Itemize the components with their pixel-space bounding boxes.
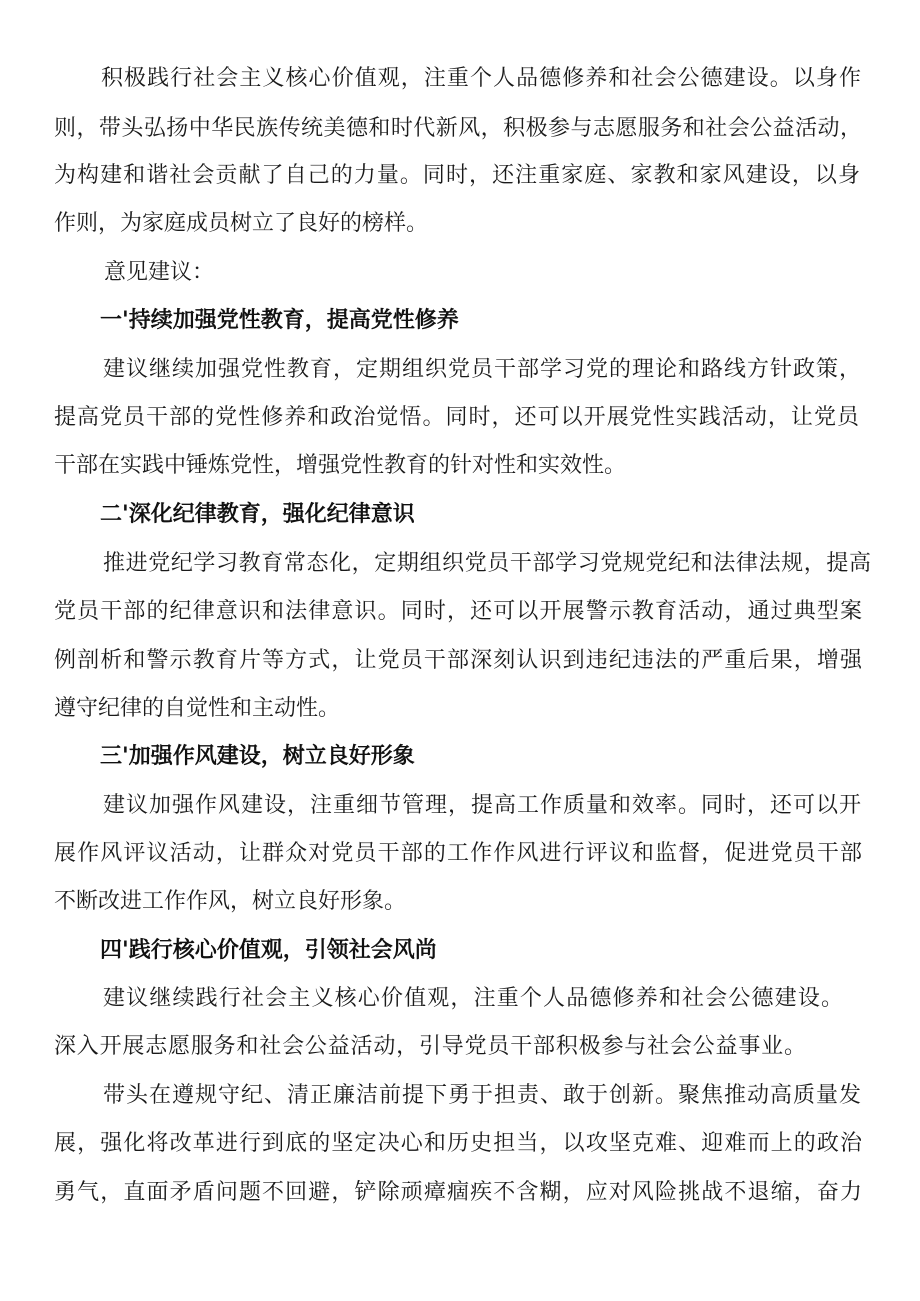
closing-line-2: 展，强化将改革进行到底的坚定决心和历史担当，以攻坚克难、迎难而上的政治 — [54, 1131, 862, 1156]
suggestions-label: 意见建议： — [104, 260, 215, 285]
section-3-heading: 三'加强作风建设，树立良好形象 — [100, 744, 415, 769]
section-1-line-1: 建议继续加强党性教育，定期组织党员干部学习党的理论和路线方针政策， — [103, 357, 861, 382]
closing-line-1: 带头在遵规守纪、清正廉洁前提下勇于担责、敢于创新。聚焦推动高质量发 — [103, 1083, 861, 1108]
section-1-heading: 一'持续加强党性教育，提高党性修养 — [100, 308, 459, 333]
section-3-line-1: 建议加强作风建设，注重细节管理，提高工作质量和效率。同时，还可以开 — [103, 793, 861, 818]
section-3-line-2: 展作风评议活动，让群众对党员干部的工作作风进行评议和监督，促进党员干部 — [54, 841, 862, 866]
intro-line-3: 为构建和谐社会贡献了自己的力量。同时，还注重家庭、家教和家风建设，以身 — [54, 163, 860, 188]
section-4-heading: 四'践行核心价值观，引领社会风尚 — [100, 938, 437, 963]
intro-line-2: 则，带头弘扬中华民族传统美德和时代新风，积极参与志愿服务和社会公益活动， — [54, 116, 862, 141]
intro-line-4: 作则，为家庭成员树立了良好的榜样。 — [54, 211, 429, 236]
section-1-line-2: 提高党员干部的党性修养和政治觉悟。同时，还可以开展党性实践活动，让党员 — [54, 405, 859, 430]
section-2-line-2: 党员干部的纪律意识和法律意识。同时，还可以开展警示教育活动，通过典型案 — [54, 599, 862, 624]
intro-line-1: 积极践行社会主义核心价值观，注重个人品德修养和社会公德建设。以身作 — [101, 66, 861, 91]
section-4-line-2: 深入开展志愿服务和社会公益活动，引导党员干部积极参与社会公益事业。 — [54, 1034, 806, 1059]
section-1-line-3: 干部在实践中锤炼党性，增强党性教育的针对性和实效性。 — [54, 453, 627, 478]
section-3-line-3: 不断改进工作作风，树立良好形象。 — [54, 889, 407, 914]
section-4-line-1: 建议继续践行社会主义核心价值观，注重个人品德修养和社会公德建设。 — [103, 986, 843, 1011]
section-2-line-3: 例剖析和警示教育片等方式，让党员干部深刻认识到违纪违法的严重后果，增强 — [54, 648, 862, 673]
section-2-line-1: 推进党纪学习教育常态化，定期组织党员干部学习党规党纪和法律法规，提高 — [103, 551, 871, 576]
closing-line-3: 勇气，直面矛盾问题不回避，铲除顽瘴痼疾不含糊，应对风险挑战不退缩，奋力 — [54, 1180, 862, 1205]
section-2-line-4: 遵守纪律的自觉性和主动性。 — [54, 696, 341, 721]
section-2-heading: 二'深化纪律教育，强化纪律意识 — [100, 502, 415, 527]
